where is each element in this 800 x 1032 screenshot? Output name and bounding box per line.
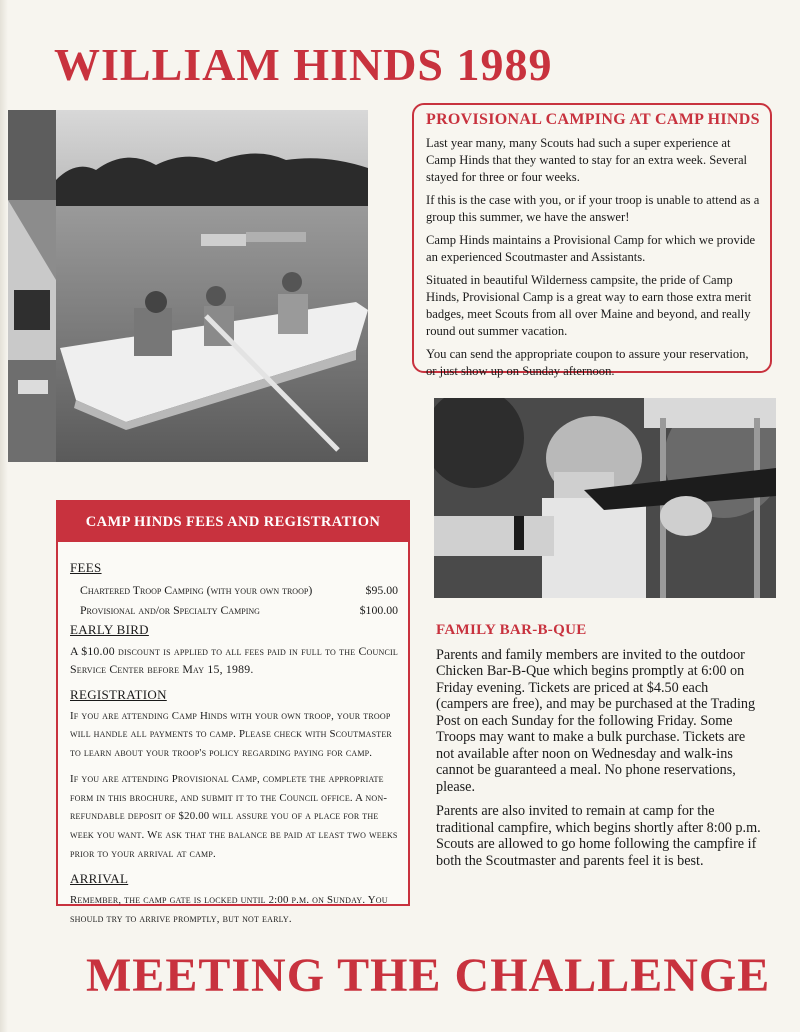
registration-title: REGISTRATION xyxy=(70,686,167,702)
page-title: WILLIAM HINDS 1989 xyxy=(54,39,553,90)
fees-registration-box xyxy=(56,500,410,925)
early-bird-title: EARLY BIRD xyxy=(70,622,149,638)
early-bird-text: A $10.00 discount is applied to all fees paid in full to the Council Service Center before May 15, 1989. xyxy=(70,644,398,677)
fee-label: Chartered Troop Camping (with your own troop) xyxy=(80,583,313,597)
provisional-camping-box xyxy=(412,103,772,378)
boat-photo xyxy=(56,110,368,462)
page-edge xyxy=(0,0,8,1032)
left-strip-photo xyxy=(8,110,56,462)
arrival-text: Remember, the camp gate is locked until 2:00 p.m. on Sunday. You should try to arrive promptly, but not early. xyxy=(70,894,388,925)
fees-heading: CAMP HINDS FEES AND REGISTRATION xyxy=(58,502,408,542)
fee-label: Provisional and/or Specialty Camping xyxy=(80,603,260,618)
fee-row xyxy=(70,600,398,620)
provisional-paragraph: Situated in beautiful Wilderness campsite, the pride of Camp Hinds, Provisional Camp is a great way to earn those extra merit badges, meet Scouts from all over Maine and beyond, and really round out summer vacation. xyxy=(426,273,752,338)
provisional-paragraph: Last year many, many Scouts had such a super experience at Camp Hinds that they wanted to stay for an extra week. Several stayed for three or four weeks. xyxy=(426,136,748,184)
family-bbq-section xyxy=(436,622,762,877)
provisional-heading: PROVISIONAL CAMPING AT CAMP HINDS xyxy=(426,111,760,128)
registration-text: If you are attending Provisional Camp, complete the appropriate form in this brochure, and submit it to the Council office. A non-refundable deposit of $20.00 will assure you of a place for the week you want. We ask that the balance be paid at least two weeks prior to your arrival at camp. xyxy=(70,773,398,860)
provisional-paragraph: If this is the case with you, or if your troop is unable to attend as a group this summer, we have the answer! xyxy=(426,193,760,224)
fee-price: $95.00 xyxy=(365,583,398,597)
bbq-heading: FAMILY BAR-B-QUE xyxy=(436,622,587,638)
rifle-photo xyxy=(434,398,776,598)
registration-text: If you are attending Camp Hinds with your own troop, your troop will handle all payments to camp. Please check with Scoutmaster to learn about your troop's policy regarding paying for camp. xyxy=(70,709,392,759)
fees-section-title: FEES xyxy=(70,560,102,575)
footer-banner: MEETING THE CHALLENGE xyxy=(86,949,771,1002)
fee-price: $100.00 xyxy=(359,603,398,618)
bbq-paragraph: Parents are also invited to remain at camp for the traditional campfire, which begins shortly after 8:00 p.m. Scouts are allowed to go home following the campfire if both the Scoutmaster and parents feel it is best. xyxy=(436,803,761,869)
provisional-paragraph: You can send the appropriate coupon to assure your reservation, or just show up on Sunday afternoon. xyxy=(426,347,749,378)
fee-row xyxy=(70,580,398,600)
arrival-title: ARRIVAL xyxy=(70,871,129,887)
provisional-paragraph: Camp Hinds maintains a Provisional Camp for which we provide an experienced Scoutmaster and Assistants. xyxy=(426,233,756,264)
bbq-paragraph: Parents and family members are invited to the outdoor Chicken Bar-B-Que which begins promptly at 6:00 on Friday evening. Tickets are priced at $4.50 each (campers are free), and may be purchased at the Trading Post on each Sunday for the following Friday. Some Troops may want to make a bulk purchase. Tickets are not available after noon on Wednesday and walk-ins cannot be guaranteed a meal. No phone reservations, please. xyxy=(436,647,756,795)
